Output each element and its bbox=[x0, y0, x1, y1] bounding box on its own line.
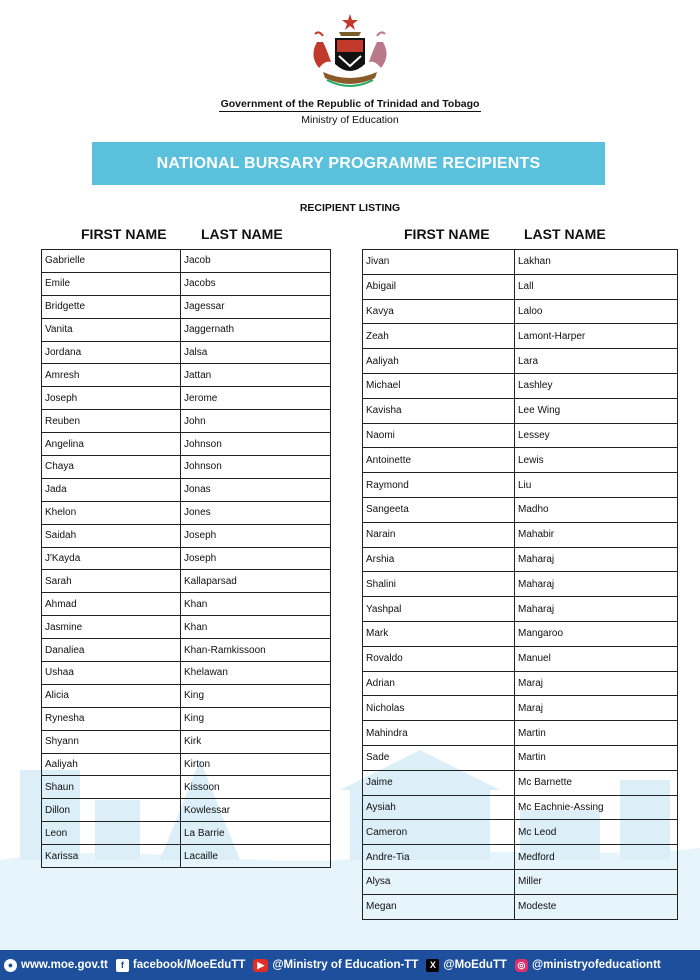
first-name-cell: Cameron bbox=[363, 820, 515, 845]
table-row bbox=[363, 770, 678, 795]
table-row bbox=[363, 448, 678, 473]
table-row bbox=[363, 373, 678, 398]
first-name-cell: Angelina bbox=[42, 433, 181, 456]
left-recipient-table bbox=[41, 249, 331, 868]
table-row bbox=[363, 646, 678, 671]
last-name-cell: Kirk bbox=[181, 730, 331, 753]
last-name-cell: Medford bbox=[515, 845, 678, 870]
first-name-cell: Michael bbox=[363, 373, 515, 398]
left-first-name-header: FIRST NAME bbox=[81, 226, 167, 242]
first-name-cell: Nicholas bbox=[363, 696, 515, 721]
first-name-cell: Yashpal bbox=[363, 597, 515, 622]
first-name-cell: Chaya bbox=[42, 456, 181, 479]
table-row bbox=[363, 324, 678, 349]
last-name-cell: Lara bbox=[515, 349, 678, 374]
first-name-cell: Mahindra bbox=[363, 721, 515, 746]
table-row bbox=[42, 295, 331, 318]
last-name-cell: La Barrie bbox=[181, 822, 331, 845]
last-name-cell: Kallaparsad bbox=[181, 570, 331, 593]
last-name-cell: Khan bbox=[181, 593, 331, 616]
table-row bbox=[363, 497, 678, 522]
last-name-cell: Laloo bbox=[515, 299, 678, 324]
last-name-cell: John bbox=[181, 410, 331, 433]
left-last-name-header: LAST NAME bbox=[201, 226, 283, 242]
table-row bbox=[363, 522, 678, 547]
first-name-cell: Jordana bbox=[42, 341, 181, 364]
first-name-cell: Naomi bbox=[363, 423, 515, 448]
last-name-cell: Maharaj bbox=[515, 572, 678, 597]
last-name-cell: Liu bbox=[515, 473, 678, 498]
first-name-cell: Khelon bbox=[42, 501, 181, 524]
first-name-cell: Alicia bbox=[42, 684, 181, 707]
first-name-cell: Sangeeta bbox=[363, 497, 515, 522]
first-name-cell: Adrian bbox=[363, 671, 515, 696]
ministry-heading: Ministry of Education bbox=[301, 114, 399, 126]
table-row bbox=[42, 799, 331, 822]
table-row bbox=[42, 616, 331, 639]
table-row bbox=[363, 398, 678, 423]
x-icon: X bbox=[426, 959, 439, 972]
last-name-cell: Khan bbox=[181, 616, 331, 639]
last-name-cell: Modeste bbox=[515, 894, 678, 919]
last-name-cell: Mc Barnette bbox=[515, 770, 678, 795]
first-name-cell: Vanita bbox=[42, 318, 181, 341]
table-row bbox=[363, 349, 678, 374]
table-row bbox=[42, 707, 331, 730]
first-name-cell: Jada bbox=[42, 478, 181, 501]
first-name-cell: Dillon bbox=[42, 799, 181, 822]
table-row bbox=[363, 869, 678, 894]
first-name-cell: Aaliyah bbox=[363, 349, 515, 374]
table-row bbox=[42, 662, 331, 685]
last-name-cell: Mangaroo bbox=[515, 621, 678, 646]
table-row bbox=[363, 845, 678, 870]
footer-bar bbox=[0, 950, 700, 980]
first-name-cell: Amresh bbox=[42, 364, 181, 387]
last-name-cell: Jattan bbox=[181, 364, 331, 387]
first-name-cell: Shalini bbox=[363, 572, 515, 597]
last-name-cell: Joseph bbox=[181, 547, 331, 570]
table-row bbox=[363, 473, 678, 498]
table-row bbox=[42, 845, 331, 868]
first-name-cell: Narain bbox=[363, 522, 515, 547]
table-row bbox=[42, 822, 331, 845]
table-row bbox=[42, 456, 331, 479]
last-name-cell: Lashley bbox=[515, 373, 678, 398]
last-name-cell: Lessey bbox=[515, 423, 678, 448]
table-row bbox=[42, 341, 331, 364]
first-name-cell: Jasmine bbox=[42, 616, 181, 639]
last-name-cell: King bbox=[181, 684, 331, 707]
table-row bbox=[363, 597, 678, 622]
first-name-cell: Danaliea bbox=[42, 639, 181, 662]
right-last-name-header: LAST NAME bbox=[524, 226, 606, 242]
first-name-cell: Saidah bbox=[42, 524, 181, 547]
last-name-cell: Martin bbox=[515, 721, 678, 746]
table-row bbox=[363, 721, 678, 746]
first-name-cell: Joseph bbox=[42, 387, 181, 410]
table-row bbox=[42, 639, 331, 662]
first-name-cell: Abigail bbox=[363, 274, 515, 299]
table-row bbox=[363, 572, 678, 597]
last-name-cell: Kowlessar bbox=[181, 799, 331, 822]
table-row bbox=[42, 410, 331, 433]
last-name-cell: Jacob bbox=[181, 250, 331, 273]
first-name-cell: Ahmad bbox=[42, 593, 181, 616]
table-row bbox=[42, 433, 331, 456]
globe-icon: ● bbox=[4, 959, 17, 972]
first-name-cell: Zeah bbox=[363, 324, 515, 349]
last-name-cell: Kissoon bbox=[181, 776, 331, 799]
last-name-cell: Maraj bbox=[515, 696, 678, 721]
last-name-cell: Jacobs bbox=[181, 272, 331, 295]
last-name-cell: Lamont-Harper bbox=[515, 324, 678, 349]
table-row bbox=[42, 501, 331, 524]
government-heading: Government of the Republic of Trinidad and Tobago bbox=[220, 98, 480, 110]
table-row bbox=[42, 318, 331, 341]
last-name-cell: Lakhan bbox=[515, 250, 678, 275]
table-row bbox=[42, 364, 331, 387]
last-name-cell: Maraj bbox=[515, 671, 678, 696]
first-name-cell: Ushaa bbox=[42, 662, 181, 685]
first-name-cell: Jivan bbox=[363, 250, 515, 275]
subtitle: RECIPIENT LISTING bbox=[299, 202, 401, 214]
table-row bbox=[42, 684, 331, 707]
last-name-cell: Johnson bbox=[181, 433, 331, 456]
footer-instagram[interactable]: ◎ @ministryofeducationtt bbox=[515, 959, 661, 972]
table-row bbox=[42, 524, 331, 547]
last-name-cell: Jaggernath bbox=[181, 318, 331, 341]
first-name-cell: Mark bbox=[363, 621, 515, 646]
footer-youtube[interactable]: ▶ @Ministry of Education-TT bbox=[253, 959, 418, 972]
last-name-cell: Joseph bbox=[181, 524, 331, 547]
coat-of-arms-icon bbox=[305, 12, 395, 96]
banner-title: NATIONAL BURSARY PROGRAMME RECIPIENTS bbox=[92, 142, 605, 185]
first-name-cell: Aaliyah bbox=[42, 753, 181, 776]
table-row bbox=[42, 272, 331, 295]
last-name-cell: Lall bbox=[515, 274, 678, 299]
table-row bbox=[363, 745, 678, 770]
table-row bbox=[42, 593, 331, 616]
last-name-cell: Lewis bbox=[515, 448, 678, 473]
table-row bbox=[42, 547, 331, 570]
first-name-cell: Antoinette bbox=[363, 448, 515, 473]
first-name-cell: Raymond bbox=[363, 473, 515, 498]
last-name-cell: Madho bbox=[515, 497, 678, 522]
instagram-icon: ◎ bbox=[515, 959, 528, 972]
table-row bbox=[363, 671, 678, 696]
table-row bbox=[363, 250, 678, 275]
first-name-cell: Rynesha bbox=[42, 707, 181, 730]
last-name-cell: Lee Wing bbox=[515, 398, 678, 423]
table-row bbox=[42, 250, 331, 273]
first-name-cell: Reuben bbox=[42, 410, 181, 433]
table-row bbox=[363, 274, 678, 299]
youtube-icon: ▶ bbox=[253, 959, 268, 972]
table-row bbox=[42, 387, 331, 410]
right-recipient-table bbox=[362, 249, 678, 920]
facebook-icon: f bbox=[116, 959, 129, 972]
table-row bbox=[42, 570, 331, 593]
first-name-cell: Rovaldo bbox=[363, 646, 515, 671]
footer-x[interactable]: X @MoEduTT bbox=[426, 959, 507, 972]
last-name-cell: Lacaille bbox=[181, 845, 331, 868]
first-name-cell: Sade bbox=[363, 745, 515, 770]
first-name-cell: Bridgette bbox=[42, 295, 181, 318]
last-name-cell: Kirton bbox=[181, 753, 331, 776]
table-row bbox=[42, 730, 331, 753]
last-name-cell: Jonas bbox=[181, 478, 331, 501]
first-name-cell: Gabrielle bbox=[42, 250, 181, 273]
first-name-cell: Sarah bbox=[42, 570, 181, 593]
table-row bbox=[363, 894, 678, 919]
table-row bbox=[42, 753, 331, 776]
first-name-cell: Aysiah bbox=[363, 795, 515, 820]
first-name-cell: Emile bbox=[42, 272, 181, 295]
first-name-cell: Karissa bbox=[42, 845, 181, 868]
table-row bbox=[363, 820, 678, 845]
last-name-cell: Mc Eachnie-Assing bbox=[515, 795, 678, 820]
last-name-cell: Jalsa bbox=[181, 341, 331, 364]
first-name-cell: Alysa bbox=[363, 869, 515, 894]
first-name-cell: Shyann bbox=[42, 730, 181, 753]
first-name-cell: Leon bbox=[42, 822, 181, 845]
first-name-cell: Shaun bbox=[42, 776, 181, 799]
last-name-cell: Miller bbox=[515, 869, 678, 894]
last-name-cell: Jagessar bbox=[181, 295, 331, 318]
table-row bbox=[363, 299, 678, 324]
first-name-cell: Andre-Tia bbox=[363, 845, 515, 870]
last-name-cell: Mc Leod bbox=[515, 820, 678, 845]
last-name-cell: Martin bbox=[515, 745, 678, 770]
first-name-cell: Arshia bbox=[363, 547, 515, 572]
last-name-cell: Jerome bbox=[181, 387, 331, 410]
first-name-cell: Jaime bbox=[363, 770, 515, 795]
table-row bbox=[42, 478, 331, 501]
table-row bbox=[363, 696, 678, 721]
footer-website[interactable]: ● www.moe.gov.tt bbox=[4, 959, 108, 972]
last-name-cell: Khan-Ramkissoon bbox=[181, 639, 331, 662]
last-name-cell: Maharaj bbox=[515, 597, 678, 622]
last-name-cell: King bbox=[181, 707, 331, 730]
first-name-cell: J'Kayda bbox=[42, 547, 181, 570]
first-name-cell: Megan bbox=[363, 894, 515, 919]
first-name-cell: Kavya bbox=[363, 299, 515, 324]
table-row bbox=[363, 423, 678, 448]
last-name-cell: Johnson bbox=[181, 456, 331, 479]
last-name-cell: Jones bbox=[181, 501, 331, 524]
table-row bbox=[363, 547, 678, 572]
footer-facebook[interactable]: f facebook/MoeEduTT bbox=[116, 959, 245, 972]
last-name-cell: Maharaj bbox=[515, 547, 678, 572]
table-row bbox=[363, 621, 678, 646]
last-name-cell: Khelawan bbox=[181, 662, 331, 685]
last-name-cell: Mahabir bbox=[515, 522, 678, 547]
first-name-cell: Kavisha bbox=[363, 398, 515, 423]
right-first-name-header: FIRST NAME bbox=[404, 226, 490, 242]
table-row bbox=[42, 776, 331, 799]
table-row bbox=[363, 795, 678, 820]
last-name-cell: Manuel bbox=[515, 646, 678, 671]
